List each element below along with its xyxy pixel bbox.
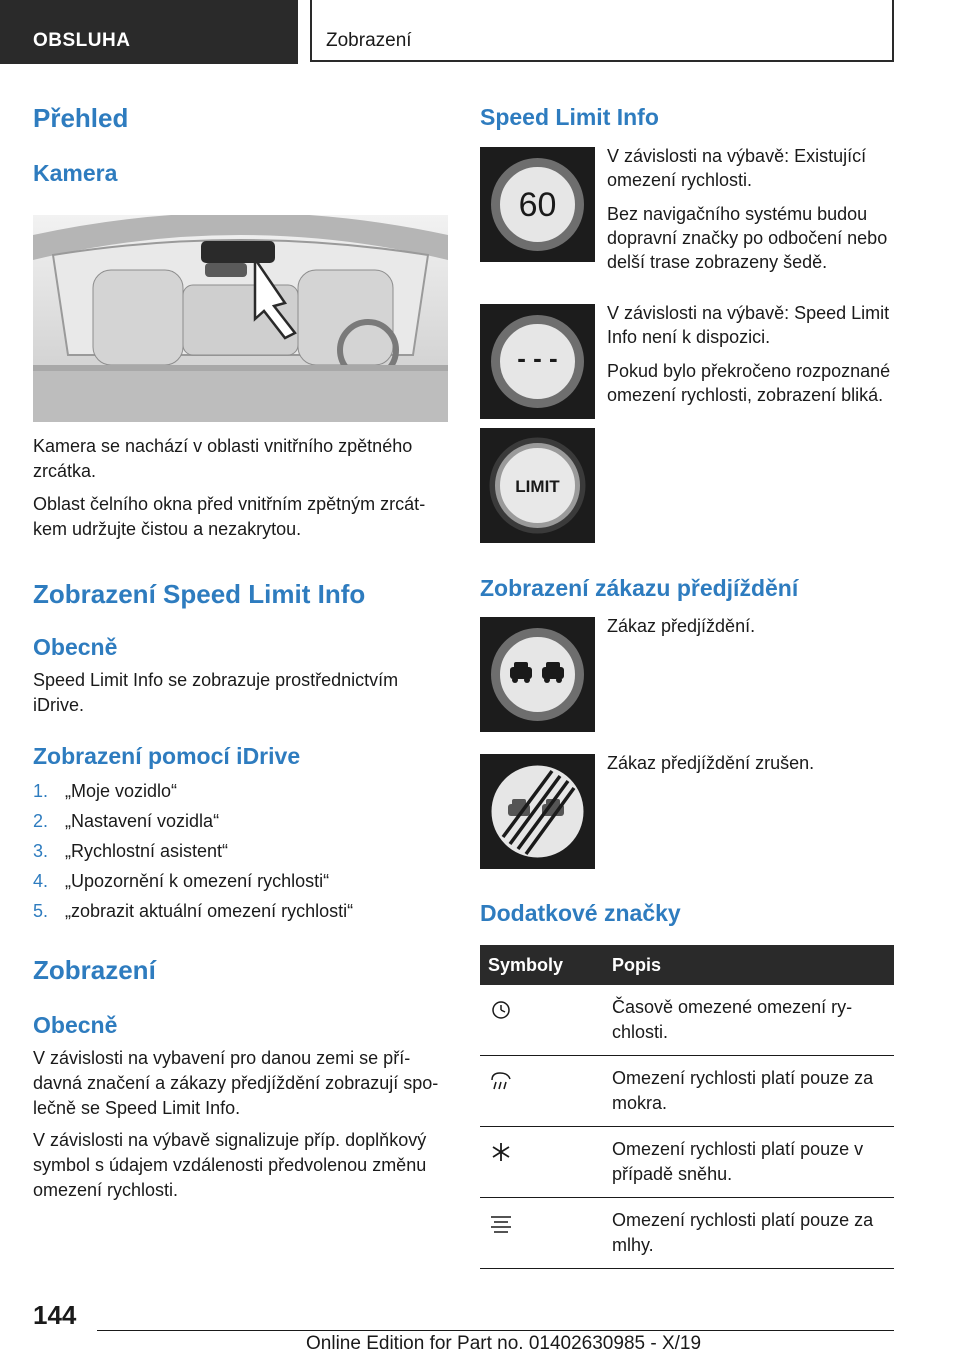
table-row xyxy=(480,1056,894,1127)
overtaking-heading: Zobrazení zákazu předjíždění xyxy=(480,575,799,601)
camera-paragraph-2: Oblast čelního okna před vnitřním zpětným zrcátkem udržujte čistou a nezakrytou. xyxy=(33,494,426,539)
overview-title: Přehled xyxy=(33,103,129,133)
sign-dash-text xyxy=(607,301,892,417)
speed-limit-60-sign xyxy=(480,147,595,262)
list-item: 5. „zobrazit aktuální omezení rychlosti“ xyxy=(33,901,354,921)
display-paragraph-1: V závislosti na vybavení pro danou zemi se přídavná značení a zákazy předjíždění zobrazují společně se Speed Limit Info. xyxy=(33,1048,439,1118)
header-section-label: OBSLUHA xyxy=(33,30,131,51)
snowflake-icon xyxy=(488,1141,514,1163)
table-row xyxy=(480,985,894,1056)
footer-divider xyxy=(97,1330,894,1331)
list-item: 2. „Nastavení vozidla“ xyxy=(33,811,220,831)
sign-dash-paragraph-1: V závislosti na výbavě: Speed Limit Info není k dispozici. xyxy=(607,303,890,347)
sign-60-paragraph-1: V závislosti na výbavě: Existující omezení rychlosti. xyxy=(607,146,867,190)
row-description: Omezení rychlosti platí pouze za mlhy. xyxy=(604,1198,894,1269)
list-item: 1. „Moje vozidlo“ xyxy=(33,781,178,801)
idrive-steps-list xyxy=(33,776,449,926)
col-description-header: Popis xyxy=(604,945,894,985)
row-description: Omezení rychlosti platí pouze v případě sněhu. xyxy=(604,1127,894,1198)
header-section-tab xyxy=(0,0,298,64)
speed-limit-exceeded-sign xyxy=(480,428,595,543)
footer-edition: Online Edition for Part no. 01402630985 - X/19 xyxy=(306,1333,702,1354)
display-general-heading: Obecně xyxy=(33,1012,118,1038)
table-row xyxy=(480,1127,894,1198)
row-description: Časově omezené omezení rychlosti. xyxy=(604,985,894,1056)
overtaking-text: Zákaz předjíždění. xyxy=(607,616,756,636)
extra-signs-table xyxy=(480,945,894,1269)
sign-60-text xyxy=(607,144,892,284)
camera-paragraph-1: Kamera se nachází v oblasti vnitřního zpětného zrcátka. xyxy=(33,436,413,481)
extra-signs-heading: Dodatkové značky xyxy=(480,900,681,926)
col-symbols-header: Symboly xyxy=(480,945,604,985)
camera-heading: Kamera xyxy=(33,160,118,186)
table-header-row xyxy=(480,945,894,985)
header-chapter-tab xyxy=(310,0,894,62)
sign-dash-paragraph-2: Pokud bylo překročeno rozpoznané omezení rychlosti, zobrazení bliká. xyxy=(607,361,891,405)
list-item: 3. „Rychlostní asistent“ xyxy=(33,841,229,861)
row-description: Omezení rychlosti platí pouze za mokra. xyxy=(604,1056,894,1127)
display-title: Zobrazení xyxy=(33,955,156,985)
fog-icon xyxy=(488,1212,514,1234)
end-no-overtaking-sign xyxy=(480,754,595,869)
no-overtaking-sign xyxy=(480,617,595,732)
general-paragraph: Speed Limit Info se zobrazuje prostřednictvím iDrive. xyxy=(33,670,399,715)
sign-limit-label: LIMIT xyxy=(515,477,560,496)
rain-icon xyxy=(488,1070,514,1092)
list-item: 4. „Upozornění k omezení rychlosti“ xyxy=(33,871,330,891)
sign-60-label: 60 xyxy=(518,186,557,224)
header-chapter-label: Zobrazení xyxy=(326,30,412,51)
camera-illustration xyxy=(33,215,448,422)
display-paragraph-2: V závislosti na výbavě signalizuje příp. doplňkový symbol s údajem vzdálenosti předvolenou změnu omezení rychlosti. xyxy=(33,1130,427,1200)
idrive-heading: Zobrazení pomocí iDrive xyxy=(33,743,301,769)
clock-icon xyxy=(488,999,514,1021)
sign-60-paragraph-2: Bez navigačního systému budou dopravní značky po odbočení nebo delší trase zobrazeny šedě. xyxy=(607,204,888,272)
end-overtaking-text: Zákaz předjíždění zrušen. xyxy=(607,753,815,773)
sign-dash-label: - - - xyxy=(517,343,558,373)
speed-limit-info-heading: Speed Limit Info xyxy=(480,104,659,130)
general-heading: Obecně xyxy=(33,634,118,660)
speed-limit-info-title: Zobrazení Speed Limit Info xyxy=(33,579,366,609)
table-row xyxy=(480,1198,894,1269)
speed-limit-unavailable-sign xyxy=(480,304,595,419)
page-number: 144 xyxy=(33,1300,77,1330)
